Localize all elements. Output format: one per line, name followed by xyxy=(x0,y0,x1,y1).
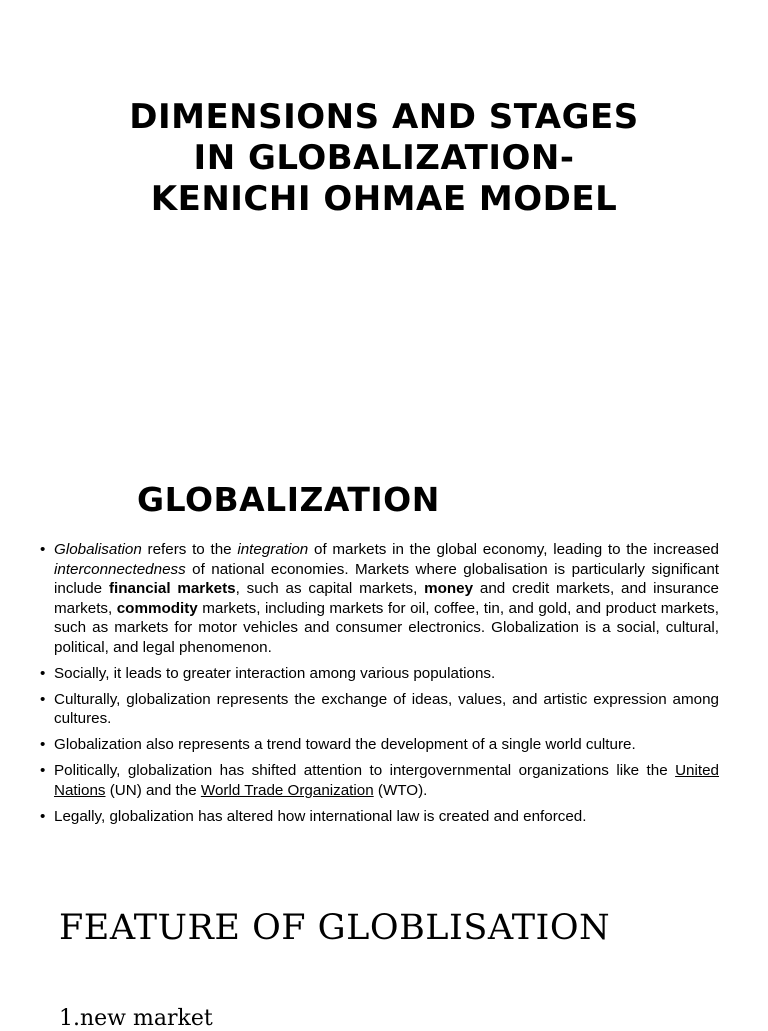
text-run: markets, including markets for oil, coffee, tin, and gold, and product markets, such as markets for motor vehicles and consumer electronics. Globalization is a social, cultural, political, and legal phenomenon. xyxy=(54,599,719,656)
text-run: refers to the xyxy=(141,541,238,558)
features-heading: FEATURE OF GLOBLISATION xyxy=(59,908,611,948)
link-world-trade-organization[interactable]: World Trade Organization xyxy=(200,781,374,799)
bullet-definition xyxy=(40,540,719,657)
title-line-3: KENICHI OHMAE MODEL xyxy=(150,179,618,219)
text-run: , such as capital markets, xyxy=(235,580,425,597)
section-heading: GLOBALIZATION xyxy=(137,480,440,519)
slide-title xyxy=(0,0,768,440)
text-run: (UN) and the xyxy=(105,781,201,799)
bullet-list xyxy=(40,540,719,833)
term-interconnectedness: interconnectedness xyxy=(54,560,186,578)
text-run: of national economies. Markets where globalisation is particularly significant include xyxy=(54,560,719,597)
term-commodity: commodity xyxy=(116,599,198,617)
page-title xyxy=(84,97,684,220)
text-run: of markets in the global economy, leading to the increased xyxy=(308,541,720,558)
bullet-legal: • Legally, globalization has altered how international law is created and enforced. xyxy=(40,807,719,827)
title-line-1: DIMENSIONS AND STAGES xyxy=(129,97,639,137)
bullet-cultural: • Culturally, globalization represents the exchange of ideas, values, and artistic expression among cultures. xyxy=(40,690,719,729)
slide-globalization xyxy=(0,470,768,860)
term-globalisation: Globalisation xyxy=(54,541,142,558)
bullet-social: • Socially, it leads to greater interaction among various populations. xyxy=(40,664,719,684)
link-united-nations[interactable]: United Nations xyxy=(54,762,719,799)
slide-features xyxy=(0,880,768,1031)
term-financial-markets: financial markets xyxy=(108,580,236,597)
text-run: Politically, globalization has shifted attention to intergovernmental organizations like the xyxy=(54,762,676,779)
text-run: and credit markets, and insurance markets, xyxy=(54,580,719,617)
term-integration: integration xyxy=(237,541,309,558)
bullet-world-culture: • Globalization also represents a trend toward the development of a single world culture. xyxy=(40,735,719,755)
text-run: (WTO). xyxy=(373,781,428,799)
title-line-2: IN GLOBALIZATION- xyxy=(193,138,575,178)
term-money: money xyxy=(424,580,474,597)
feature-item-1: 1.new market xyxy=(59,1006,213,1031)
bullet-political xyxy=(40,761,719,800)
